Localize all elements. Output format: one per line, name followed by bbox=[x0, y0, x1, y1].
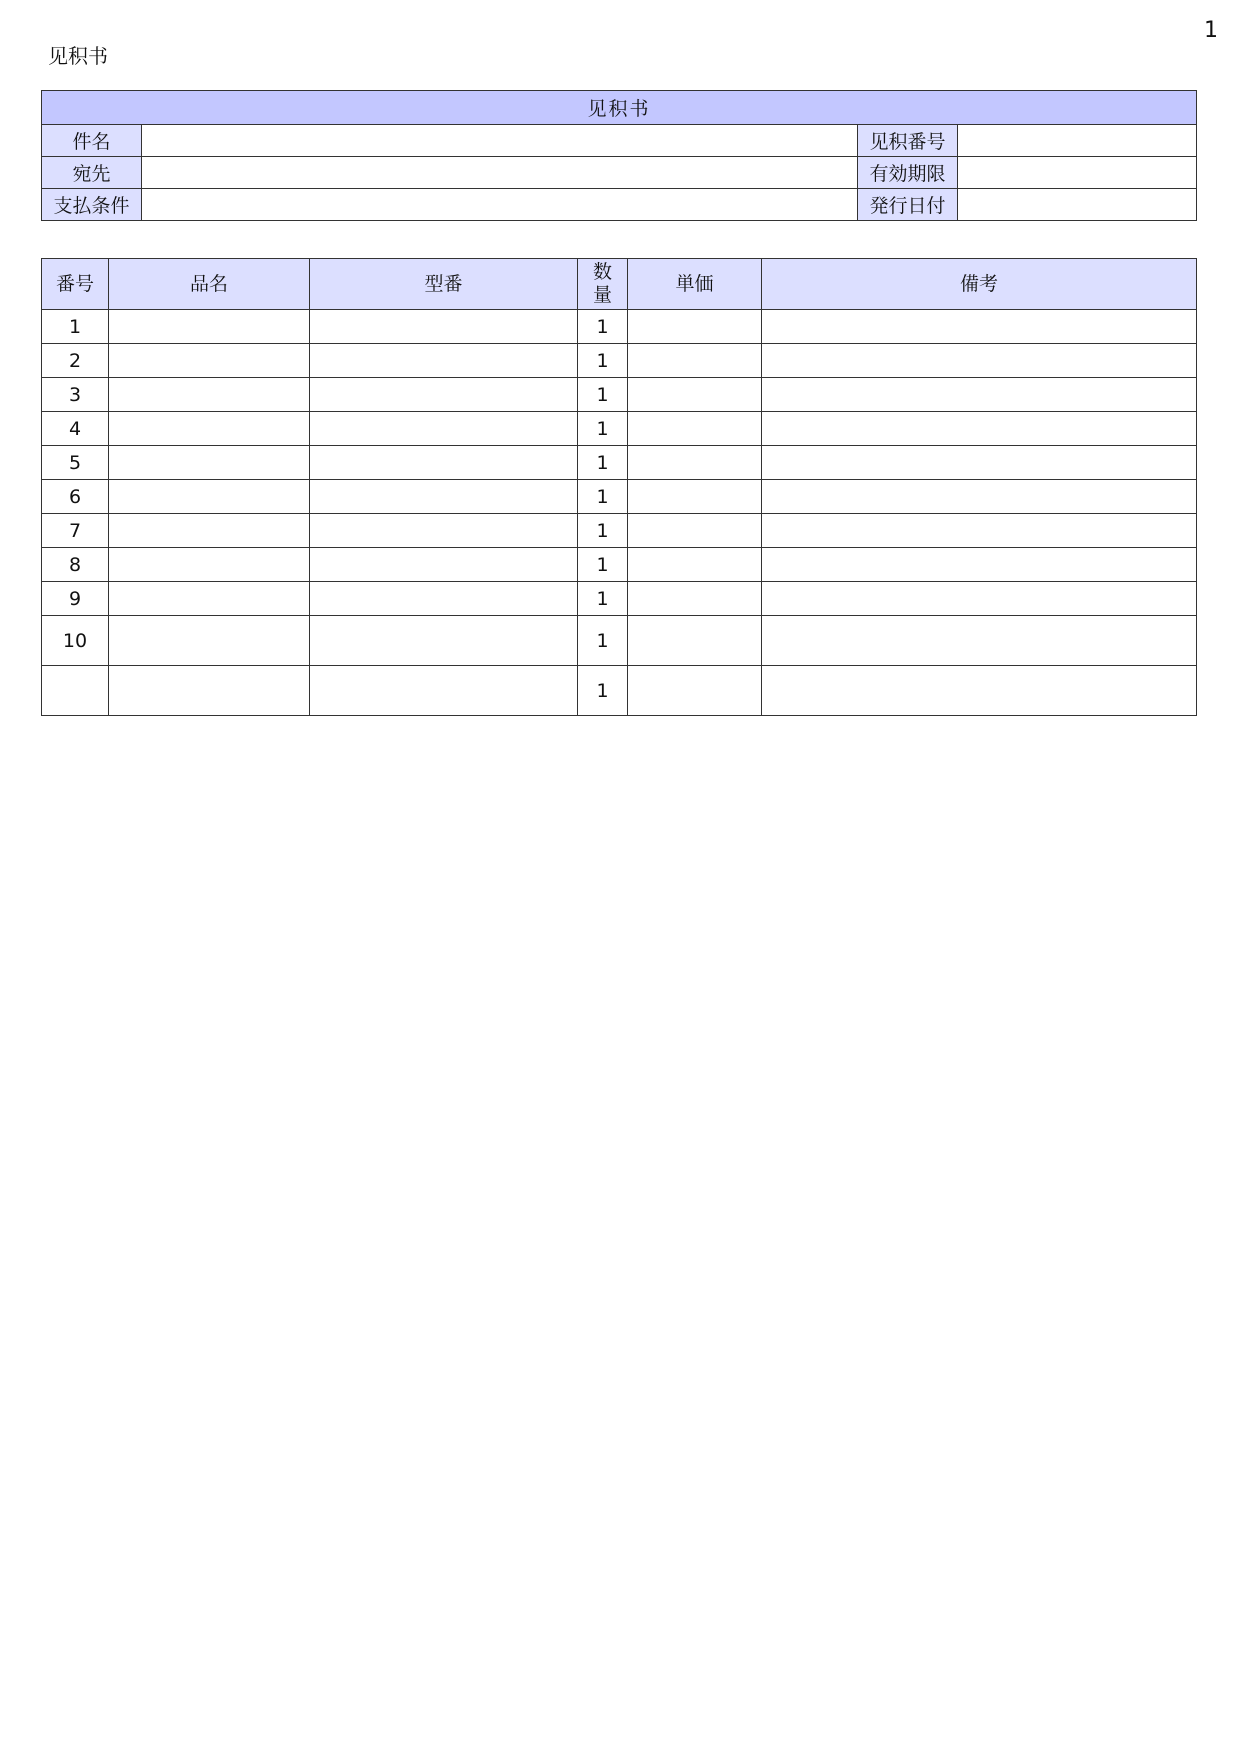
item-name bbox=[109, 548, 310, 582]
item-price bbox=[628, 412, 762, 446]
table-row bbox=[42, 310, 1197, 344]
item-name bbox=[109, 480, 310, 514]
item-note bbox=[762, 378, 1197, 412]
spec-value bbox=[142, 125, 858, 157]
item-no: 3 bbox=[42, 378, 109, 412]
item-name bbox=[109, 378, 310, 412]
spec-table-title: 见积书 bbox=[42, 91, 1197, 125]
item-model bbox=[310, 514, 578, 548]
spec-value bbox=[142, 157, 858, 189]
item-model bbox=[310, 616, 578, 666]
item-note bbox=[762, 514, 1197, 548]
col-header-qty: 数量 bbox=[578, 259, 628, 310]
item-model bbox=[310, 666, 578, 716]
item-note bbox=[762, 344, 1197, 378]
spec-label: 発行日付 bbox=[858, 189, 958, 221]
col-header-price: 単価 bbox=[628, 259, 762, 310]
item-model bbox=[310, 548, 578, 582]
item-qty: 1 bbox=[578, 412, 628, 446]
item-price bbox=[628, 548, 762, 582]
col-header-model: 型番 bbox=[310, 259, 578, 310]
item-note bbox=[762, 446, 1197, 480]
item-model bbox=[310, 446, 578, 480]
item-no: 2 bbox=[42, 344, 109, 378]
item-price bbox=[628, 582, 762, 616]
item-note bbox=[762, 480, 1197, 514]
item-price bbox=[628, 446, 762, 480]
item-qty: 1 bbox=[578, 378, 628, 412]
item-model bbox=[310, 480, 578, 514]
item-name bbox=[109, 412, 310, 446]
table-row bbox=[42, 446, 1197, 480]
spec-value bbox=[142, 189, 858, 221]
spec-label: 宛先 bbox=[42, 157, 142, 189]
col-header-no: 番号 bbox=[42, 259, 109, 310]
item-no: 6 bbox=[42, 480, 109, 514]
item-note bbox=[762, 412, 1197, 446]
spec-value bbox=[958, 157, 1197, 189]
item-name bbox=[109, 446, 310, 480]
item-no: 4 bbox=[42, 412, 109, 446]
item-price bbox=[628, 616, 762, 666]
item-no: 10 bbox=[42, 616, 109, 666]
item-qty: 1 bbox=[578, 582, 628, 616]
item-qty: 1 bbox=[578, 344, 628, 378]
col-header-note: 備考 bbox=[762, 259, 1197, 310]
item-price bbox=[628, 480, 762, 514]
item-qty: 1 bbox=[578, 666, 628, 716]
table-row bbox=[42, 480, 1197, 514]
item-qty: 1 bbox=[578, 514, 628, 548]
item-qty: 1 bbox=[578, 616, 628, 666]
spec-label: 有効期限 bbox=[858, 157, 958, 189]
item-name bbox=[109, 582, 310, 616]
table-row bbox=[42, 412, 1197, 446]
page-number: 1 bbox=[1204, 18, 1218, 43]
item-price bbox=[628, 514, 762, 548]
item-price bbox=[628, 666, 762, 716]
item-name bbox=[109, 310, 310, 344]
table-row bbox=[42, 582, 1197, 616]
spec-value bbox=[958, 125, 1197, 157]
table-row bbox=[42, 616, 1197, 666]
item-name bbox=[109, 344, 310, 378]
item-qty: 1 bbox=[578, 310, 628, 344]
item-note bbox=[762, 548, 1197, 582]
item-no: 7 bbox=[42, 514, 109, 548]
document-header: 见积书 bbox=[48, 44, 108, 68]
item-no: 9 bbox=[42, 582, 109, 616]
item-note bbox=[762, 616, 1197, 666]
item-price bbox=[628, 310, 762, 344]
quotation-spec-table bbox=[41, 90, 1197, 221]
item-name bbox=[109, 514, 310, 548]
item-price bbox=[628, 344, 762, 378]
line-items-table bbox=[41, 258, 1197, 716]
item-no: 5 bbox=[42, 446, 109, 480]
item-no: 8 bbox=[42, 548, 109, 582]
spec-value bbox=[958, 189, 1197, 221]
item-note bbox=[762, 310, 1197, 344]
table-row bbox=[42, 378, 1197, 412]
item-qty: 1 bbox=[578, 548, 628, 582]
item-model bbox=[310, 582, 578, 616]
item-name bbox=[109, 666, 310, 716]
table-row bbox=[42, 344, 1197, 378]
item-name bbox=[109, 616, 310, 666]
item-qty: 1 bbox=[578, 480, 628, 514]
item-note bbox=[762, 666, 1197, 716]
spec-label: 支払条件 bbox=[42, 189, 142, 221]
col-header-name: 品名 bbox=[109, 259, 310, 310]
item-no bbox=[42, 666, 109, 716]
spec-label: 见积番号 bbox=[858, 125, 958, 157]
item-note bbox=[762, 582, 1197, 616]
item-price bbox=[628, 378, 762, 412]
item-qty: 1 bbox=[578, 446, 628, 480]
spec-label: 件名 bbox=[42, 125, 142, 157]
item-model bbox=[310, 344, 578, 378]
item-model bbox=[310, 412, 578, 446]
item-model bbox=[310, 378, 578, 412]
item-no: 1 bbox=[42, 310, 109, 344]
table-row bbox=[42, 514, 1197, 548]
table-row bbox=[42, 548, 1197, 582]
item-model bbox=[310, 310, 578, 344]
table-row bbox=[42, 666, 1197, 716]
